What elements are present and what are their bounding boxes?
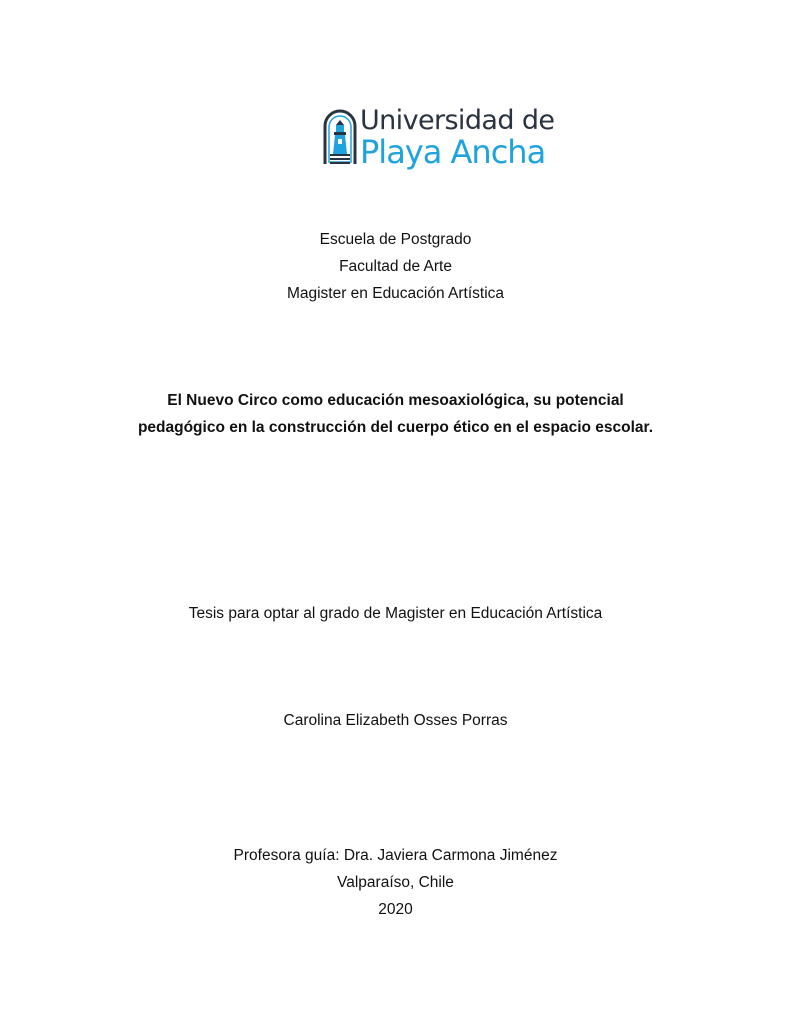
logo-text-playa-ancha: Playa Ancha — [360, 133, 546, 171]
author-name: Carolina Elizabeth Osses Porras — [283, 712, 508, 729]
thesis-title-line-2: pedagógico en la construcción del cuerpo ético en el espacio escolar. — [137, 419, 654, 436]
degree-statement: Tesis para optar al grado de Magister en Educación Artística — [188, 605, 603, 622]
advisor-line: Profesora guía: Dra. Javiera Carmona Jiménez — [233, 847, 558, 864]
place-line: Valparaíso, Chile — [337, 874, 454, 891]
thesis-title-line-1: El Nuevo Circo como educación mesoaxiológica, su potencial — [167, 392, 624, 409]
year-line: 2020 — [378, 901, 413, 918]
logo-text-universidad: Universidad de — [360, 105, 555, 136]
lighthouse-emblem-icon — [322, 108, 358, 166]
program-name: Magister en Educación Artística — [286, 285, 505, 302]
faculty-name: Facultad de Arte — [339, 258, 452, 275]
university-logo — [322, 105, 555, 171]
school-name: Escuela de Postgrado — [319, 231, 472, 248]
